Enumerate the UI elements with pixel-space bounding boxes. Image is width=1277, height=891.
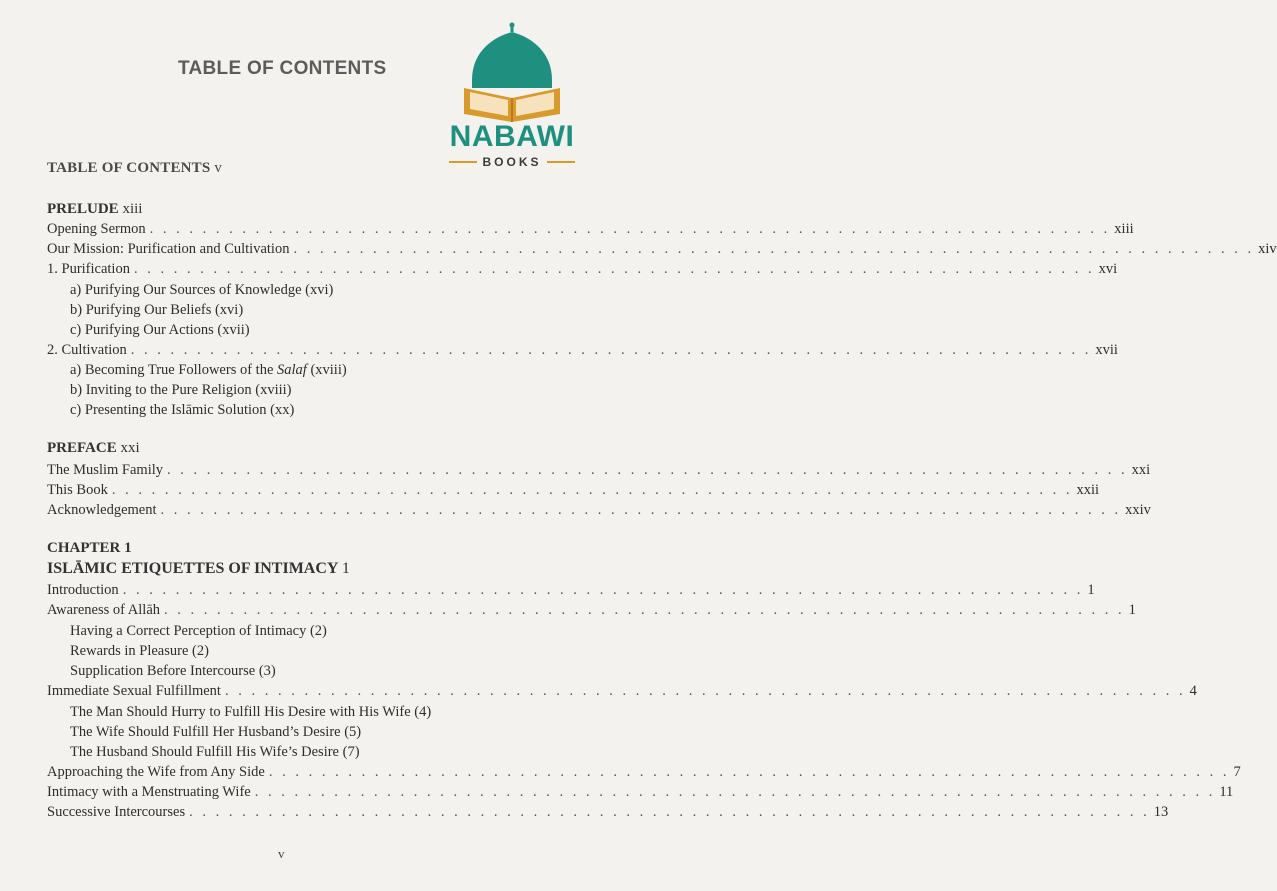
toc-subentry[interactable]: c) Presenting the Islāmic Solution (xx) [70,402,295,418]
chapter-1-label: CHAPTER 1 [47,540,132,556]
toc-entry-approaching-wife[interactable] [47,764,1241,784]
page-title: TABLE OF CONTENTS [178,58,387,79]
entry-label: Introduction [47,582,119,598]
entry-page: xiv [1258,241,1277,257]
toc-entry-our-mission[interactable] [47,241,1277,261]
entry-label: The Muslim Family [47,462,163,478]
prelude-page: xiii [122,201,143,217]
toc-subentry[interactable]: Supplication Before Intercourse (3) [70,663,276,679]
chapter-title-text: ISLĀMIC ETIQUETTES OF INTIMACY [47,560,338,577]
entry-page: xxiv [1125,502,1151,518]
leader-dots: . . . . . . . . . . . . . . . . . . . . . . . . . . . . . . . . . . . . . . . . . . . . . . . . . . . . . . . . . . . . . . . . . . . . . . . . . [254,784,1216,800]
logo-sub-text: BOOKS [482,155,542,169]
entry-page: 1 [1128,602,1136,618]
toc-subentry[interactable]: b) Inviting to the Pure Religion (xviii) [70,382,292,398]
entry-page: 1 [1087,582,1095,598]
entry-label: 2. Cultivation [47,342,127,358]
toc-heading-page: v [214,160,223,176]
leader-dots: . . . . . . . . . . . . . . . . . . . . . . . . . . . . . . . . . . . . . . . . . . . . . . . . . . . . . . . . . . . . . . . . . . . . . . . . . [293,241,1255,257]
preface-page: xxi [120,440,140,456]
entry-label: This Book [47,482,108,498]
toc-subentry[interactable]: The Wife Should Fulfill Her Husband’s Desire (5) [70,724,362,740]
entry-page: 13 [1153,804,1169,820]
toc-heading [47,160,222,177]
toc-subentry[interactable]: Having a Correct Perception of Intimacy (2) [70,623,327,639]
leader-dots: . . . . . . . . . . . . . . . . . . . . . . . . . . . . . . . . . . . . . . . . . . . . . . . . . . . . . . . . . . . . . . . . . . . . . . . . . [130,342,1092,358]
page-number: v [278,846,285,861]
logo-rule-right [547,161,575,163]
mosque-book-icon [442,22,582,122]
toc-entry-this-book[interactable] [47,482,1100,502]
leader-dots: . . . . . . . . . . . . . . . . . . . . . . . . . . . . . . . . . . . . . . . . . . . . . . . . . . . . . . . . . . . . . . . . . . . . . . . . . [268,764,1230,780]
logo-rule-left [449,161,477,163]
leader-dots: . . . . . . . . . . . . . . . . . . . . . . . . . . . . . . . . . . . . . . . . . . . . . . . . . . . . . . . . . . . . . . . . . . . . . . . . . [111,482,1073,498]
toc-entry-successive-intercourses[interactable] [47,804,1169,824]
entry-label: Awareness of Allāh [47,602,161,618]
entry-page: 7 [1233,764,1241,780]
leader-dots: . . . . . . . . . . . . . . . . . . . . . . . . . . . . . . . . . . . . . . . . . . . . . . . . . . . . . . . . . . . . . . . . . . . . . . . . . [133,261,1095,277]
toc-subentry[interactable]: c) Purifying Our Actions (xvii) [70,322,250,338]
toc-entry-awareness-of-allah[interactable] [47,602,1136,622]
leader-dots: . . . . . . . . . . . . . . . . . . . . . . . . . . . . . . . . . . . . . . . . . . . . . . . . . . . . . . . . . . . . . . . . . . . . . . . . . [167,462,1128,478]
leader-dots: . . . . . . . . . . . . . . . . . . . . . . . . . . . . . . . . . . . . . . . . . . . . . . . . . . . . . . . . . . . . . . . . . . . . . . . . . [160,502,1122,518]
toc-entry-purification[interactable] [47,261,1118,281]
leader-dots: . . . . . . . . . . . . . . . . . . . . . . . . . . . . . . . . . . . . . . . . . . . . . . . . . . . . . . . . . . . . . . . . . . . . . . . . . [149,221,1111,237]
logo-subtitle [442,155,582,169]
toc-entry-opening-sermon[interactable] [47,221,1134,241]
entry-label: Our Mission: Purification and Cultivation [47,241,290,257]
leader-dots: . . . . . . . . . . . . . . . . . . . . . . . . . . . . . . . . . . . . . . . . . . . . . . . . . . . . . . . . . . . . . . . . . . . . . . . . . [224,683,1186,699]
entry-page: xvi [1098,261,1118,277]
nabawi-books-logo [442,22,582,172]
entry-page: xiii [1114,221,1134,237]
entry-label: Approaching the Wife from Any Side [47,764,265,780]
entry-page: 11 [1219,784,1234,800]
toc-entry-acknowledgement[interactable] [47,502,1151,522]
prelude-label: PRELUDE [47,201,119,217]
preface-heading [47,440,140,457]
chapter-1-title [47,560,350,578]
toc-subentry[interactable]: b) Purifying Our Beliefs (xvi) [70,302,244,318]
entry-label: Immediate Sexual Fulfillment [47,683,221,699]
entry-page: 4 [1189,683,1197,699]
toc-entry-immediate-fulfillment[interactable] [47,683,1197,703]
toc-entry-menstruating-wife[interactable] [47,784,1234,804]
logo-name: NABAWI [449,120,575,153]
entry-label: Opening Sermon [47,221,146,237]
prelude-heading [47,201,142,218]
toc-subentry[interactable] [70,362,347,379]
subentry-emphasis: Salaf [277,362,307,378]
toc-subentry[interactable]: a) Purifying Our Sources of Knowledge (xvi) [70,282,334,298]
toc-subentry[interactable]: The Husband Should Fulfill His Wife’s Desire (7) [70,744,360,760]
toc-heading-label: TABLE OF CONTENTS [47,160,211,176]
toc-entry-cultivation[interactable] [47,342,1118,362]
entry-label: 1. Purification [47,261,130,277]
subentry-page: (xviii) [306,362,347,378]
leader-dots: . . . . . . . . . . . . . . . . . . . . . . . . . . . . . . . . . . . . . . . . . . . . . . . . . . . . . . . . . . . . . . . . . . . . . . . . . [189,804,1150,820]
leader-dots: . . . . . . . . . . . . . . . . . . . . . . . . . . . . . . . . . . . . . . . . . . . . . . . . . . . . . . . . . . . . . . . . . . . . . . . . . [122,582,1084,598]
entry-label: Successive Intercourses [47,804,186,820]
preface-label: PREFACE [47,440,117,456]
toc-entry-introduction[interactable] [47,582,1095,602]
toc-subentry[interactable]: Rewards in Pleasure (2) [70,643,209,659]
entry-page: xvii [1095,342,1118,358]
entry-label: Acknowledgement [47,502,157,518]
toc-subentry[interactable]: The Man Should Hurry to Fulfill His Desire with His Wife (4) [70,704,432,720]
entry-page: xxii [1076,482,1100,498]
leader-dots: . . . . . . . . . . . . . . . . . . . . . . . . . . . . . . . . . . . . . . . . . . . . . . . . . . . . . . . . . . . . . . . . . . . . . . . . . [164,602,1125,618]
subentry-text: a) Becoming True Followers of the [70,362,274,378]
chapter-title-page: 1 [341,560,350,577]
entry-page: xxi [1131,462,1151,478]
toc-entry-muslim-family[interactable] [47,462,1151,482]
entry-label: Intimacy with a Menstruating Wife [47,784,251,800]
